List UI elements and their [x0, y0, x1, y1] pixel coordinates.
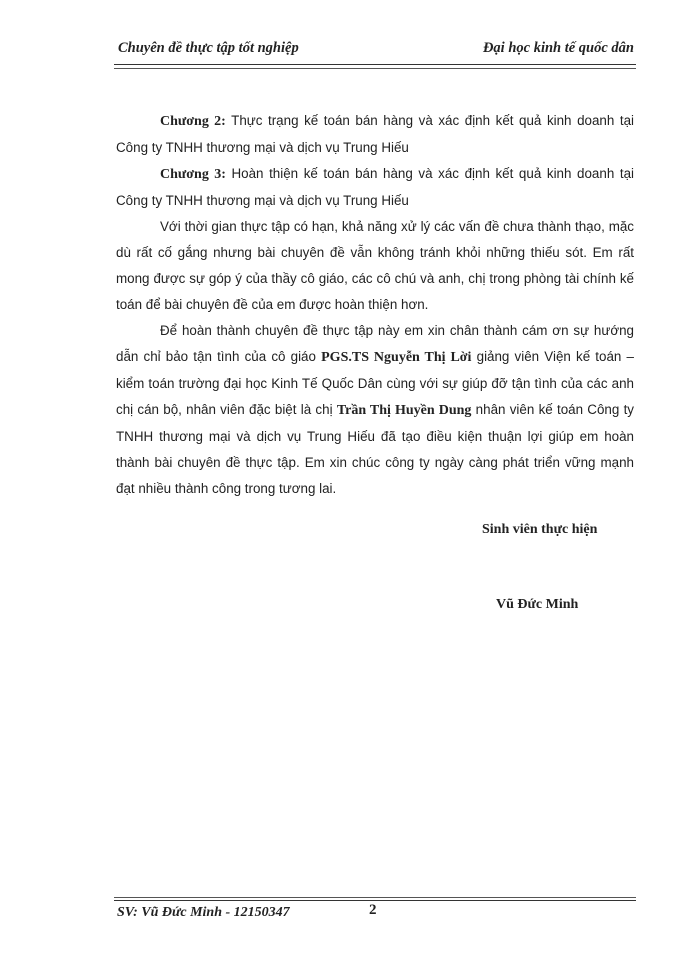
page-number: 2 [369, 902, 377, 918]
paragraph-chapter-2 [116, 108, 634, 161]
advisor-name: PGS.TS Nguyễn Thị Lời [321, 350, 472, 365]
acknowledgement-text-1: Để hoàn thành chuyên đề thực tập này em xin chân thành cám ơn sự hướng dẫn chỉ bảo tận tình của cô giáo [116, 323, 634, 364]
signature-role: Sinh viên thực hiện [482, 522, 598, 537]
signature-name: Vũ Đức Minh [496, 597, 579, 612]
header-university: Đại học kinh tế quốc dân [482, 40, 634, 56]
chapter-2-text: Thực trạng kế toán bán hàng và xác định kết quả kinh doanh tại Công ty TNHH thương mại và dịch vụ Trung Hiếu [116, 113, 634, 155]
staff-name: Trần Thị Huyền Dung [336, 403, 472, 418]
acknowledgement-text-2: giảng viên Viện kế toán – kiểm toán trường đại học Kinh Tế Quốc Dân cùng với sự giúp đỡ tận tình của các anh chị cán bộ, nhân viên đặc biệt là chị [116, 349, 634, 417]
header-rule-bottom [114, 68, 636, 69]
paragraph-chapter-3 [116, 161, 634, 214]
header-report-title: Chuyên đề thực tập tốt nghiệp [118, 40, 299, 56]
paragraph-limitations: Với thời gian thực tập có hạn, khả năng xử lý các vấn đề chưa thành thạo, mặc dù rất cố gắng nhưng bài chuyên đề vẫn không tránh khỏi những thiếu sót. Em rất mong được sự góp ý của thầy cô giáo, các cô chú và anh, chị trong phòng tài chính kế toán để bài chuyên đề của em được hoàn thiện hơn. [116, 219, 634, 312]
chapter-3-label: Chương 3: [160, 167, 226, 182]
footer-rule-top [114, 897, 636, 898]
paragraph-acknowledgements [116, 318, 634, 502]
chapter-2-label: Chương 2: [160, 114, 226, 129]
acknowledgement-text-3: nhân viên kế toán Công ty TNHH thương mại và dịch vụ Trung Hiếu đã tạo điều kiện thuận lợi giúp em hoàn thành bài chuyên đề thực tập. Em xin chúc công ty ngày càng phát triển vững mạnh đạt nhiều thành công trong tương lai. [116, 402, 635, 496]
footer-rule-bottom [114, 900, 636, 901]
chapter-3-text: Hoàn thiện kế toán bán hàng và xác định kết quả kinh doanh tại Công ty TNHH thương mại và dịch vụ Trung Hiếu [116, 166, 634, 208]
page-header [114, 38, 636, 62]
header-rule-top [114, 64, 636, 65]
footer-student-info: SV: Vũ Đức Minh - 12150347 [117, 905, 290, 920]
document-body [116, 108, 634, 502]
